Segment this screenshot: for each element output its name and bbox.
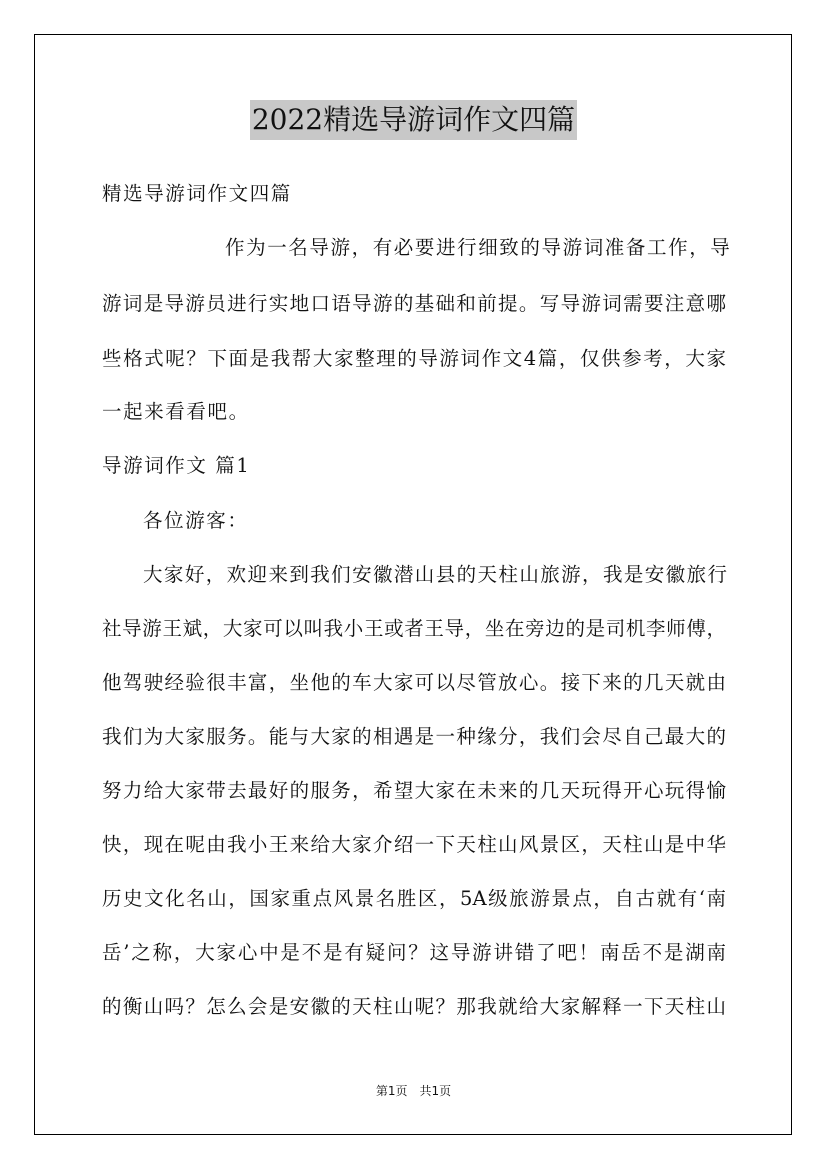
body-line-6: 快，现在呢由我小王来给大家介绍一下天柱山风景区，天柱山是中华 — [102, 833, 726, 856]
body-line-3: 他驾驶经验很丰富，坐他的车大家可以尽管放心。接下来的几天就由 — [102, 671, 726, 694]
page-footer: 第1页 共1页 — [375, 1084, 452, 1098]
document-subtitle: 精选导游词作文四篇 — [102, 182, 292, 205]
section-heading: 导游词作文 篇1 — [102, 454, 251, 477]
document-title: 2022精选导游词作文四篇 — [250, 100, 577, 140]
body-line-2: 社导游王斌，大家可以叫我小王或者王导，坐在旁边的是司机李师傅， — [102, 617, 726, 640]
body-line-5: 努力给大家带去最好的服务，希望大家在未来的几天玩得开心玩得愉 — [102, 779, 726, 802]
body-line-9: 的衡山吗？怎么会是安徽的天柱山呢？那我就给大家解释一下天柱山 — [102, 995, 726, 1018]
intro-line-1: 作为一名导游，有必要进行细致的导游词准备工作，导 — [225, 236, 732, 259]
greeting: 各位游客： — [143, 509, 249, 532]
title-container — [0, 100, 827, 140]
intro-line-3: 些格式呢？下面是我帮大家整理的导游词作文4篇，仅供参考，大家 — [102, 347, 726, 370]
intro-line-2: 游词是导游员进行实地口语导游的基础和前提。写导游词需要注意哪 — [102, 292, 726, 315]
intro-line-4: 一起来看看吧。 — [102, 400, 250, 423]
body-line-7: 历史文化名山，国家重点风景名胜区，5A级旅游景点，自古就有‘南 — [102, 887, 726, 910]
body-line-4: 我们为大家服务。能与大家的相遇是一种缘分，我们会尽自己最大的 — [102, 725, 726, 748]
body-line-1: 大家好，欢迎来到我们安徽潜山县的天柱山旅游，我是安徽旅行 — [143, 563, 727, 586]
body-line-8: 岳’之称，大家心中是不是有疑问？这导游讲错了吧！南岳不是湖南 — [102, 941, 726, 964]
